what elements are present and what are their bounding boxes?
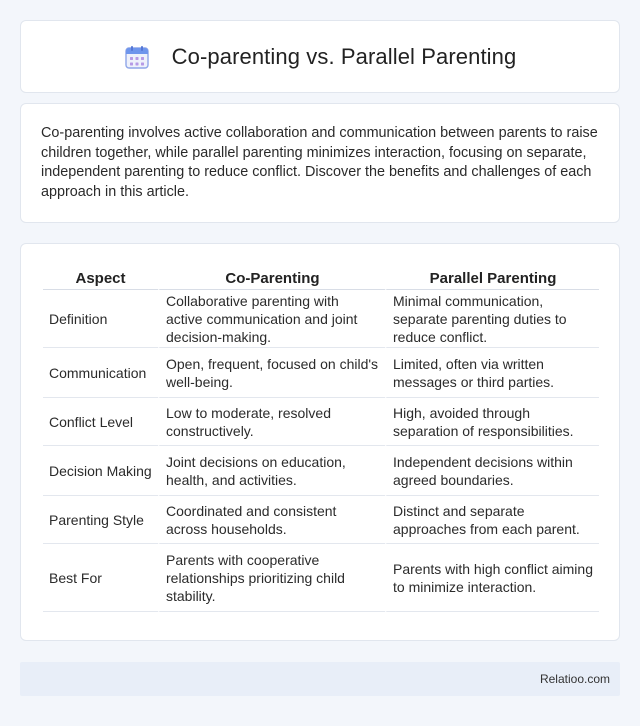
table-row	[43, 398, 599, 446]
row-parallel-parenting: Parents with high conflict aiming to minimize interaction.	[385, 544, 599, 612]
header-parallel-parenting: Parallel Parenting	[385, 264, 599, 290]
row-aspect: Parenting Style	[43, 496, 158, 544]
row-co-parenting: Open, frequent, focused on child's well-being.	[158, 348, 385, 398]
calendar-icon	[124, 44, 150, 70]
row-co-parenting: Joint decisions on education, health, and activities.	[158, 446, 385, 496]
table-header-row	[43, 264, 599, 290]
intro-text: Co-parenting involves active collaboration and communication between parents to raise children together, while parallel parenting minimizes interaction, focusing on separate, independent parenting to reduce conflict. Discover the benefits and challenges of each approach in this article.	[41, 125, 598, 200]
table-row	[43, 544, 599, 612]
row-aspect: Communication	[43, 348, 158, 398]
row-parallel-parenting: Independent decisions within agreed boundaries.	[385, 446, 599, 496]
page-title: Co-parenting vs. Parallel Parenting	[171, 43, 517, 69]
title-card	[20, 20, 620, 93]
comparison-table	[43, 264, 599, 612]
comparison-table-card	[20, 243, 620, 641]
row-co-parenting: Collaborative parenting with active communication and joint decision-making.	[158, 290, 385, 348]
row-parallel-parenting: Distinct and separate approaches from each parent.	[385, 496, 599, 544]
header-co-parenting: Co-Parenting	[158, 264, 385, 290]
row-aspect: Best For	[43, 544, 158, 612]
row-parallel-parenting: Limited, often via written messages or third parties.	[385, 348, 599, 398]
row-co-parenting: Coordinated and consistent across households.	[158, 496, 385, 544]
header-aspect: Aspect	[43, 264, 158, 290]
row-aspect: Conflict Level	[43, 398, 158, 446]
footer	[20, 662, 620, 696]
row-aspect: Decision Making	[43, 446, 158, 496]
intro-card	[20, 103, 620, 223]
row-co-parenting: Low to moderate, resolved constructively.	[158, 398, 385, 446]
row-parallel-parenting: High, avoided through separation of responsibilities.	[385, 398, 599, 446]
row-aspect: Definition	[43, 290, 158, 348]
footer-brand: Relatioo.com	[539, 672, 610, 686]
row-co-parenting: Parents with cooperative relationships prioritizing child stability.	[158, 544, 385, 612]
table-row	[43, 446, 599, 496]
table-row	[43, 348, 599, 398]
table-row	[43, 496, 599, 544]
table-row	[43, 290, 599, 348]
row-parallel-parenting: Minimal communication, separate parenting duties to reduce conflict.	[385, 290, 599, 348]
